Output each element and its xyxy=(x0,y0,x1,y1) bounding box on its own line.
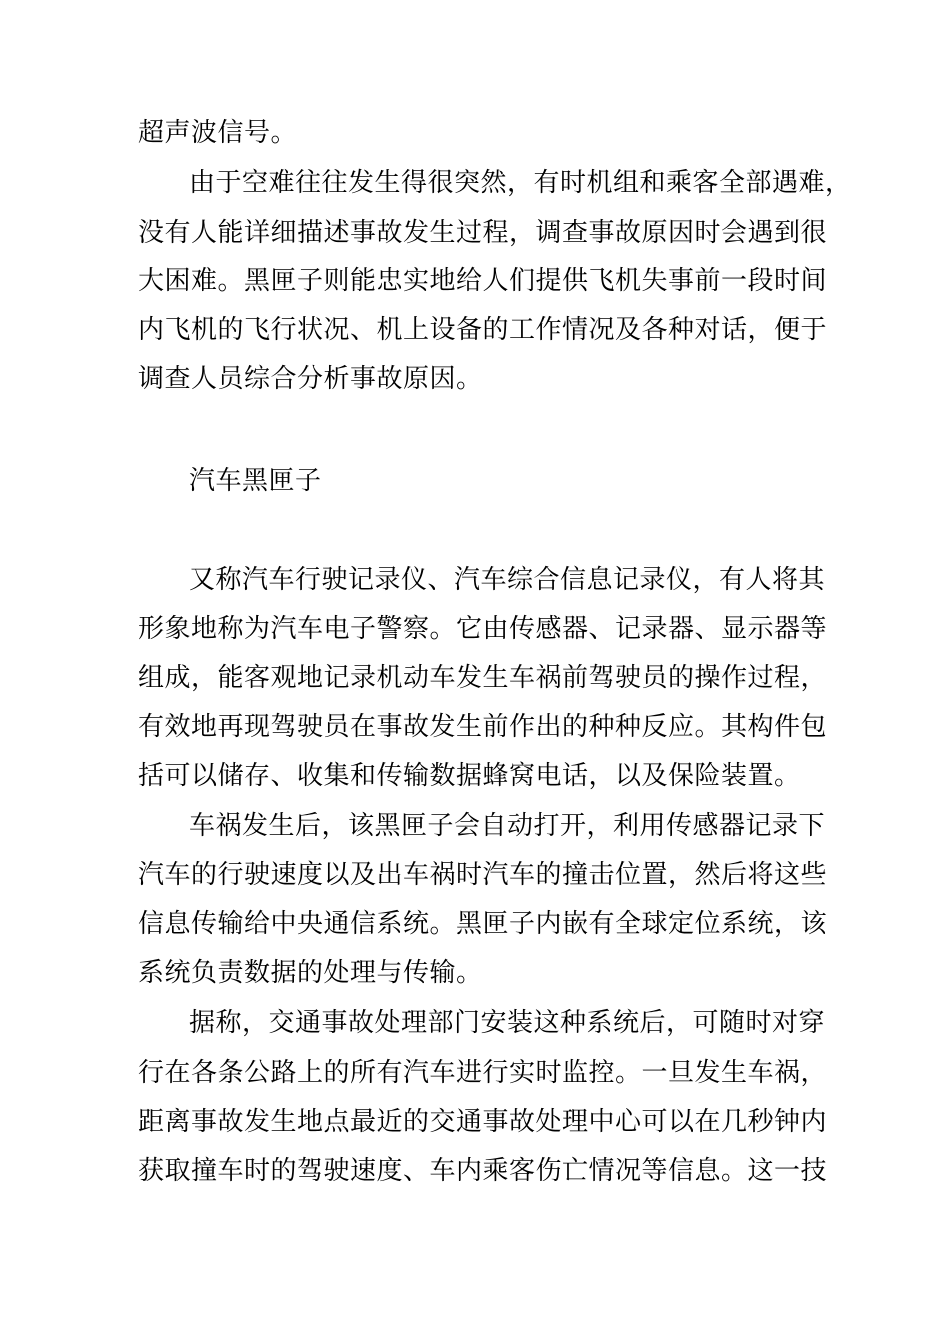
text-line: 系统负责数据的处理与传输。 xyxy=(138,958,483,988)
section-heading: 汽车黑匣子 xyxy=(189,466,322,496)
paragraph-first-line: 车祸发生后，该黑匣子会自动打开，利用传感器记录下 xyxy=(189,811,826,841)
text-line: 有效地再现驾驶员在事故发生前作出的种种反应。其构件包 xyxy=(138,712,828,742)
paragraph-first-line: 由于空难往往发生得很突然，有时机组和乘客全部遇难， xyxy=(189,168,852,198)
paragraph-first-line: 据称，交通事故处理部门安装这种系统后，可随时对穿 xyxy=(189,1008,826,1038)
text-line: 括可以储存、收集和传输数据蜂窝电话，以及保险装置。 xyxy=(138,761,801,791)
paragraph-first-line: 又称汽车行驶记录仪、汽车综合信息记录仪，有人将其 xyxy=(189,565,826,595)
text-line: 获取撞车时的驾驶速度、车内乘客伤亡情况等信息。这一技 xyxy=(138,1156,828,1186)
text-line: 大困难。黑匣子则能忠实地给人们提供飞机失事前一段时间 xyxy=(138,266,828,296)
text-line: 形象地称为汽车电子警察。它由传感器、记录器、显示器等 xyxy=(138,614,828,644)
text-line: 内飞机的飞行状况、机上设备的工作情况及各种对话，便于 xyxy=(138,315,828,345)
text-line: 信息传输给中央通信系统。黑匣子内嵌有全球定位系统，该 xyxy=(138,909,828,939)
text-line: 距离事故发生地点最近的交通事故处理中心可以在几秒钟内 xyxy=(138,1107,828,1137)
text-line: 超声波信号。 xyxy=(138,118,298,148)
text-line: 行在各条公路上的所有汽车进行实时监控。一旦发生车祸， xyxy=(138,1058,828,1088)
text-line: 组成，能客观地记录机动车发生车祸前驾驶员的操作过程， xyxy=(138,663,828,693)
text-line: 汽车的行驶速度以及出车祸时汽车的撞击位置，然后将这些 xyxy=(138,860,828,890)
text-line: 没有人能详细描述事故发生过程，调查事故原因时会遇到很 xyxy=(138,218,828,248)
text-line: 调查人员综合分析事故原因。 xyxy=(138,364,483,394)
